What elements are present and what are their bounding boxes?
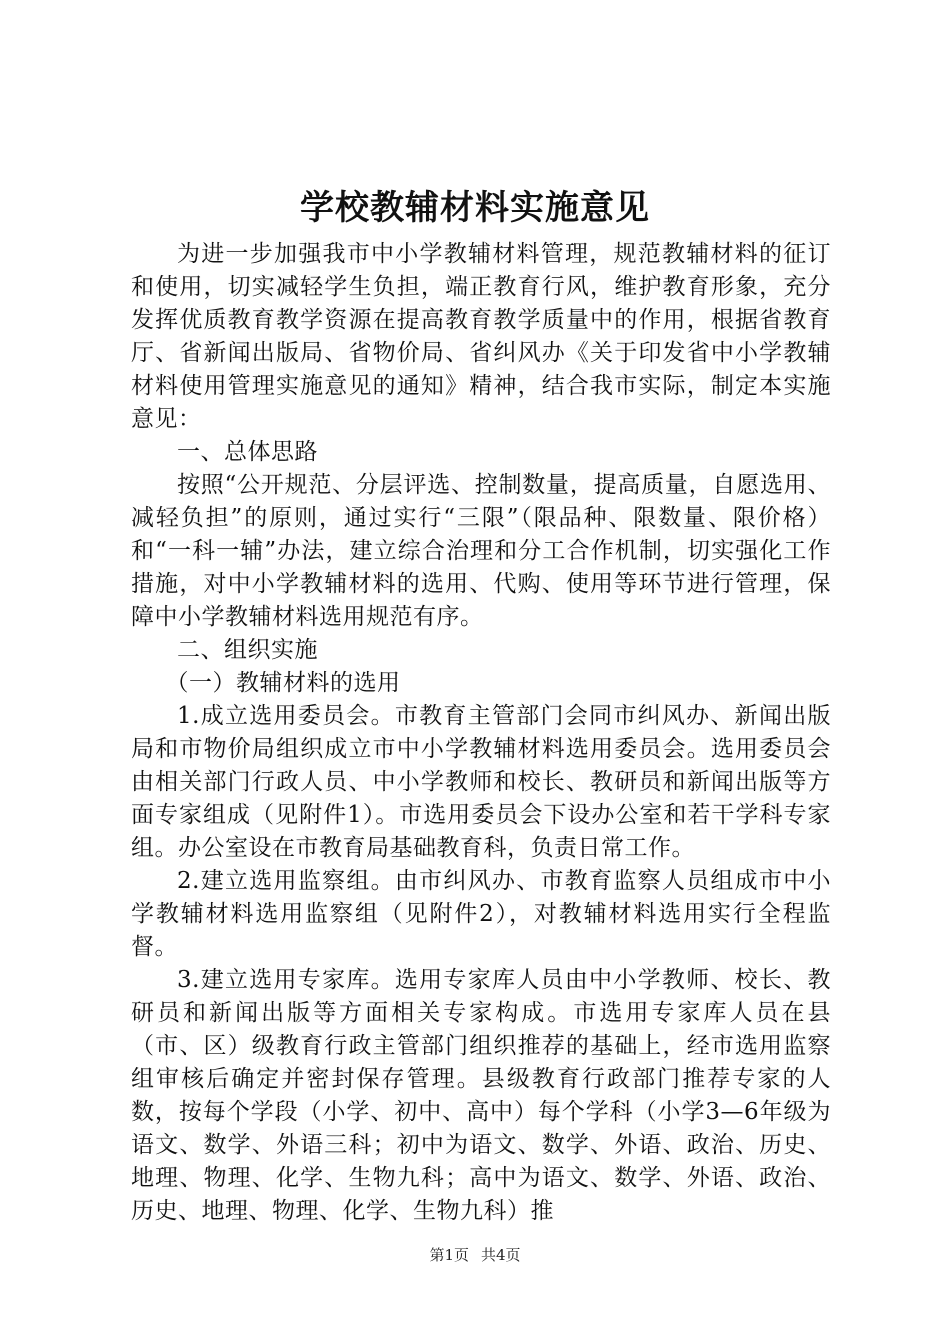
intro-paragraph: 为进一步加强我市中小学教辅材料管理，规范教辅材料的征订和使用，切实减轻学生负担，端正教育行风，维护教育形象，充分发挥优质教育教学资源在提高教育教学质量中的作用，根据省教育厅、省新闻出版局、省物价局、省纠风办《关于印发省中小学教辅材料使用管理实施意见的通知》精神，结合我市实际，制定本实施意见： bbox=[131, 241, 831, 432]
body-paragraph: 3.建立选用专家库。选用专家库人员由中小学教师、校长、教研员和新闻出版等方面相关专家构成。市选用专家库人员在县（市、区）级教育行政主管部门组织推荐的基础上，经市选用监察组审核后确定并密封保存管理。县级教育行政部门推荐专家的人数，按每个学段（小学、初中、高中）每个学科（小学3—6年级为语文、数学、外语三科；初中为语文、数学、外语、政治、历史、地理、物理、化学、生物九科；高中为语文、数学、外语、政治、历史、地理、物理、化学、生物九科）推 bbox=[131, 967, 831, 1224]
body-paragraph: 按照“公开规范、分层评选、控制数量，提高质量，自愿选用、减轻负担”的原则，通过实行“三限”（限品种、限数量、限价格）和“一科一辅”办法，建立综合治理和分工合作机制，切实强化工作措施，对中小学教辅材料的选用、代购、使用等环节进行管理，保障中小学教辅材料选用规范有序。 bbox=[131, 472, 831, 630]
body-paragraph: 1.成立选用委员会。市教育主管部门会同市纠风办、新闻出版局和市物价局组织成立市中小学教辅材料选用委员会。选用委员会由相关部门行政人员、中小学教师和校长、教研员和新闻出版等方面专家组成（见附件1）。市选用委员会下设办公室和若干学科专家组。办公室设在市教育局基础教育科，负责日常工作。 bbox=[131, 703, 831, 861]
document-title: 学校教辅材料实施意见 bbox=[300, 188, 650, 228]
document-body bbox=[131, 238, 831, 1228]
body-paragraph: 2.建立选用监察组。由市纠风办、市教育监察人员组成市中小学教辅材料选用监察组（见附件2），对教辅材料选用实行全程监督。 bbox=[131, 868, 831, 960]
section-heading-2: 二、组织实施 bbox=[177, 637, 318, 663]
page-number: 第1页 bbox=[429, 1246, 469, 1264]
subsection-heading: （一）教辅材料的选用 bbox=[165, 670, 401, 696]
page-footer bbox=[0, 1245, 950, 1265]
page-total: 共4页 bbox=[481, 1246, 521, 1264]
section-heading-1: 一、总体思路 bbox=[177, 439, 318, 465]
